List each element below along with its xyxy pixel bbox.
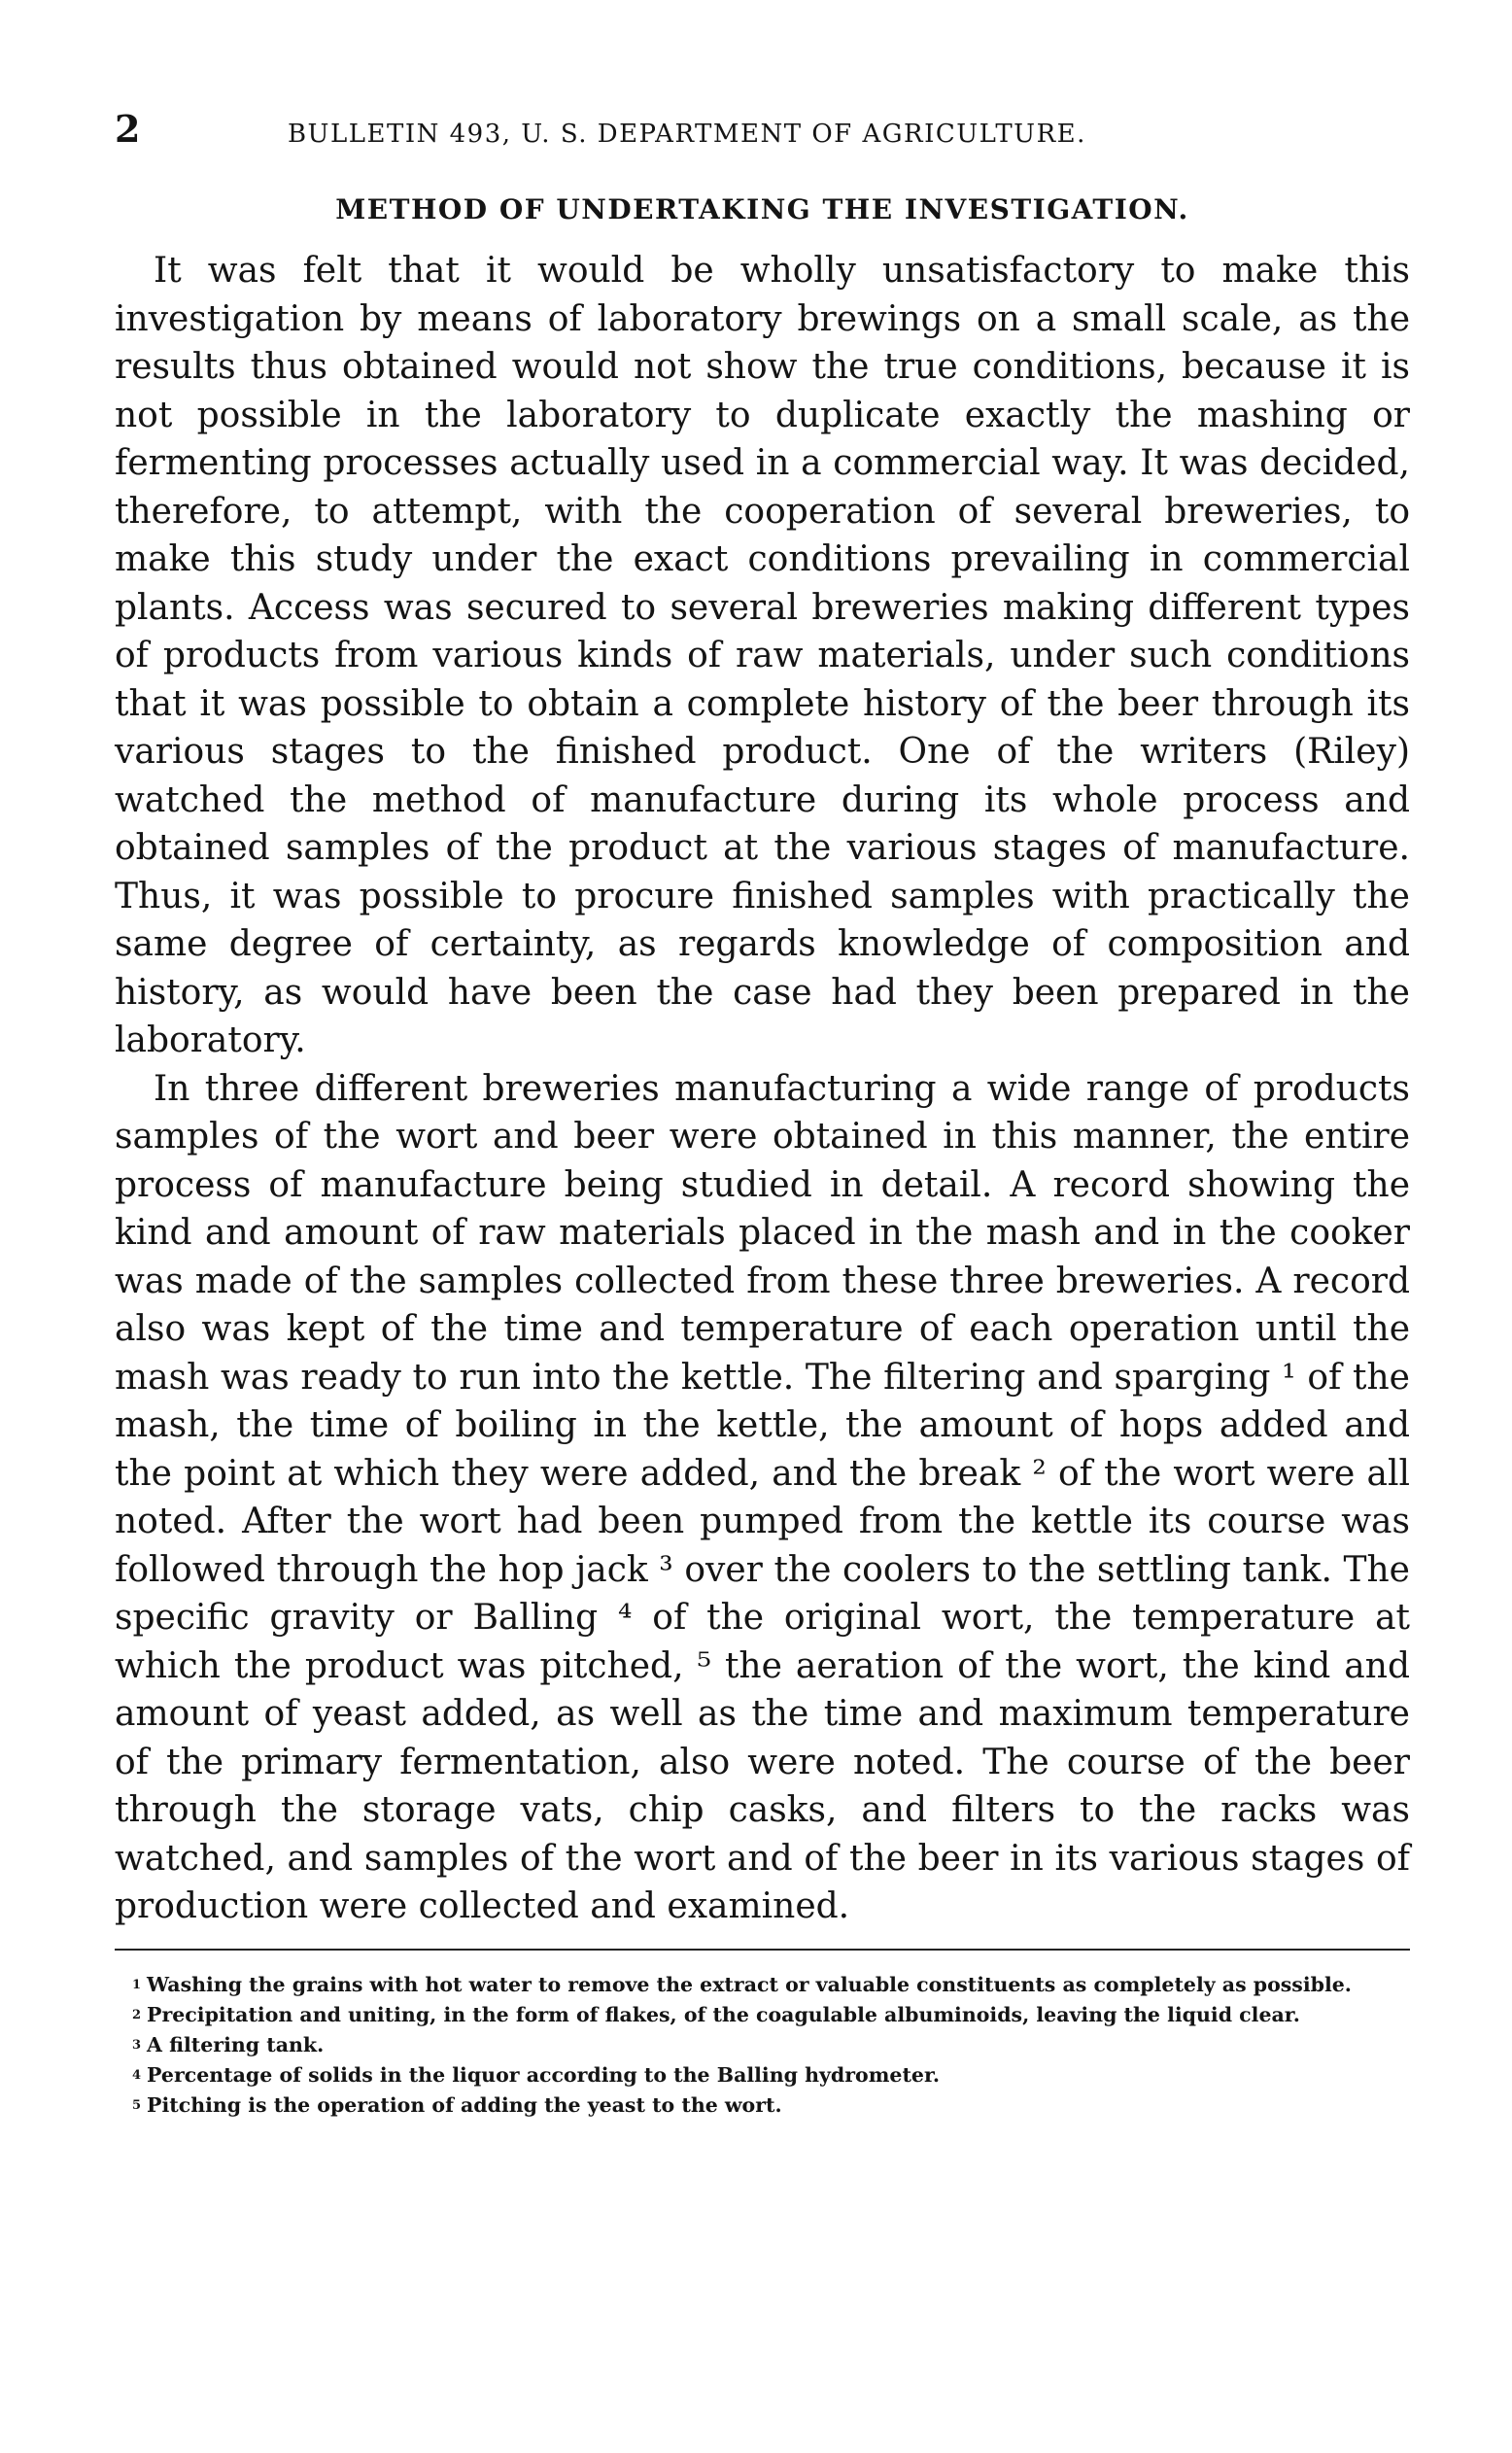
footnote-number: 3 (132, 2037, 142, 2053)
footnote-divider (115, 1949, 1410, 1951)
footnote-2 (115, 2002, 1410, 2028)
running-head (115, 107, 1410, 151)
footnote-text: Pitching is the operation of adding the yeast to the wort. (147, 2092, 782, 2117)
body-paragraph-1: It was felt that it would be wholly unsatisfactory to make this investigation by means of laboratory brewings on a small scale, as the results thus obtained would not show the true conditions, because it is not possible in the laboratory to duplicate exactly the mashing or fermenting processes actually used in a commercial way. It was decided, therefore, to attempt, with the cooperation of several breweries, to make this study under the exact conditions prevailing in commercial plants. Access was secured to several breweries making different types of products from various kinds of raw materials, under such conditions that it was possible to obtain a complete history of the beer through its various stages to the finished product. One of the writers (Riley) watched the method of manufacture during its whole process and obtained samples of the product at the various stages of manufacture. Thus, it was possible to procure finished samples with practically the same degree of certainty, as regards knowledge of composition and history, as would have been the case had they been prepared in the laboratory. (115, 251, 1410, 1060)
footnote-3 (115, 2032, 1410, 2058)
footnote-text: Washing the grains with hot water to remove the extract or valuable constituents as completely as possible. (147, 1972, 1352, 1996)
footnote-1 (115, 1972, 1410, 1998)
footnote-4 (115, 2062, 1410, 2089)
running-head-title: BULLETIN 493, U. S. DEPARTMENT OF AGRICULTURE. (287, 120, 1086, 149)
body-paragraph-2: In three different breweries manufacturing a wide range of products samples of the wort and beer were obtained in this manner, the entire process of manufacture being studied in detail. A record showing the kind and amount of raw materials placed in the mash and in the cooker was made of the samples collected from these three breweries. A record also was kept of the time and temperature of each operation until the mash was ready to run into the kettle. The filtering and sparging ¹ of the mash, the time of boiling in the kettle, the amount of hops added and the point at which they were added, and the break ² of the wort were all noted. After the wort had been pumped from the kettle its course was followed through the hop jack ³ over the coolers to the settling tank. The specific gravity or Balling ⁴ of the original wort, the temperature at which the product was pitched, ⁵ the aeration of the wort, the kind and amount of yeast added, as well as the time and maximum temperature of the primary fermentation, also were noted. The course of the beer through the storage vats, chip casks, and filters to the racks was watched, and samples of the wort and of the beer in its various stages of production were collected and examined. (115, 1068, 1410, 1926)
footnote-number: 5 (132, 2097, 142, 2113)
page-number: 2 (115, 107, 142, 151)
footnote-text: A filtering tank. (147, 2032, 325, 2056)
footnote-number: 4 (132, 2067, 142, 2083)
footnote-number: 1 (132, 1977, 142, 1992)
footnotes (115, 1972, 1410, 2119)
footnote-text: Percentage of solids in the liquor according to the Balling hydrometer. (147, 2062, 941, 2087)
footnote-text: Precipitation and uniting, in the form of flakes, of the coagulable albuminoids, leaving the liquid clear. (147, 2002, 1300, 2026)
section-title: METHOD OF UNDERTAKING THE INVESTIGATION. (335, 193, 1189, 225)
footnote-number: 2 (132, 2007, 142, 2022)
footnote-5 (115, 2092, 1410, 2119)
